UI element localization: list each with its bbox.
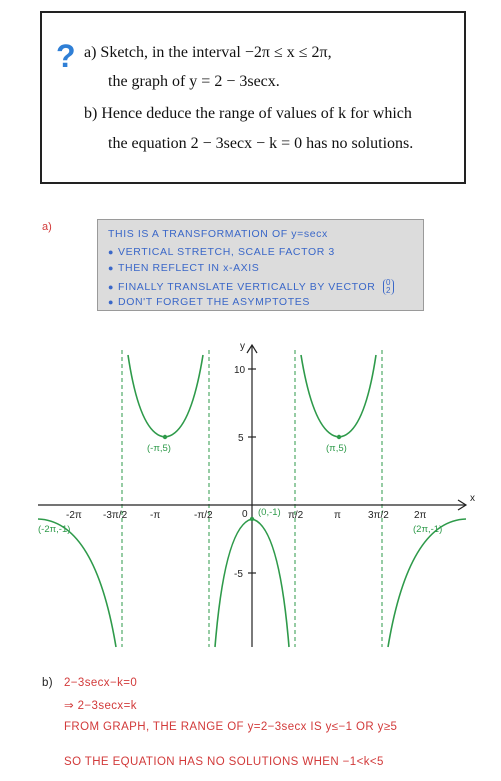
note-step-2: ● THEN REFLECT IN x-AXIS	[108, 262, 260, 274]
transformation-note	[97, 219, 424, 311]
point-label-neg-pi-5: (-π,5)	[147, 443, 171, 454]
x-tick-label-negpi2: -π/2	[194, 510, 213, 521]
x-tick-label-pi2: π/2	[288, 510, 304, 521]
point-pi-5	[337, 435, 341, 439]
translation-vector: 0 2	[383, 279, 394, 295]
x-tick-label-3pi2: 3π/2	[368, 510, 389, 521]
question-box	[40, 11, 466, 184]
point-neg-pi-5	[163, 435, 167, 439]
x-axis-label: x	[470, 493, 475, 504]
x-tick-label-negpi: -π	[150, 510, 161, 521]
curve-right-edge	[388, 519, 466, 647]
point-label-2pi-neg1: (2π,-1)	[413, 524, 443, 535]
x-tick-label-neg3pi2: -3π/2	[103, 510, 128, 521]
question-part-a-line1: a) Sketch, in the interval −2π ≤ x ≤ 2π,	[84, 44, 332, 61]
x-tick-label-2pi: 2π	[414, 510, 427, 521]
note-step-3: ● FINALLY TRANSLATE VERTICALLY BY VECTOR 0 2	[108, 279, 394, 295]
origin-label: 0	[242, 509, 248, 520]
point-label-0-neg1: (0,-1)	[258, 507, 281, 518]
note-step-1: ● VERTICAL STRETCH, SCALE FACTOR 3	[108, 246, 335, 258]
note-step-4: ● DON'T FORGET THE ASYMPTOTES	[108, 296, 310, 308]
x-tick-label-pi: π	[334, 510, 341, 521]
y-axis-label: y	[240, 341, 245, 352]
answer-b-line3: FROM GRAPH, THE RANGE OF y=2−3secx IS y≤−1 OR y≥5	[64, 721, 398, 733]
curve-upper-right	[301, 355, 376, 437]
curve-upper-left	[128, 355, 203, 437]
question-part-a-line2: the graph of y = 2 − 3secx.	[108, 73, 280, 90]
answer-b-line2: ⇒ 2−3secx=k	[64, 700, 137, 712]
sec-graph	[0, 335, 501, 655]
y-tick-label-5: 5	[238, 433, 244, 444]
curve-left-edge	[38, 519, 116, 647]
question-part-b-line1: b) Hence deduce the range of values of k for which	[84, 105, 412, 122]
point-label-pi-5: (π,5)	[326, 443, 347, 454]
answer-b-label: b)	[42, 677, 54, 689]
y-tick-label-10: 10	[234, 365, 246, 376]
note-title: THIS IS A TRANSFORMATION OF y=secx	[108, 228, 328, 240]
x-tick-label-neg2pi: -2π	[66, 510, 82, 521]
question-mark-icon: ?	[56, 38, 76, 74]
answer-a-label: a)	[42, 221, 52, 233]
point-0-neg1	[250, 517, 254, 521]
answer-b-line4: SO THE EQUATION HAS NO SOLUTIONS WHEN −1<k<5	[64, 756, 384, 768]
point-label-neg2pi-neg1: (-2π,-1)	[38, 524, 71, 535]
answer-b-line1: 2−3secx−k=0	[64, 677, 138, 689]
question-part-b-line2: the equation 2 − 3secx − k = 0 has no solutions.	[108, 135, 414, 152]
y-tick-label-neg5: -5	[234, 569, 243, 580]
